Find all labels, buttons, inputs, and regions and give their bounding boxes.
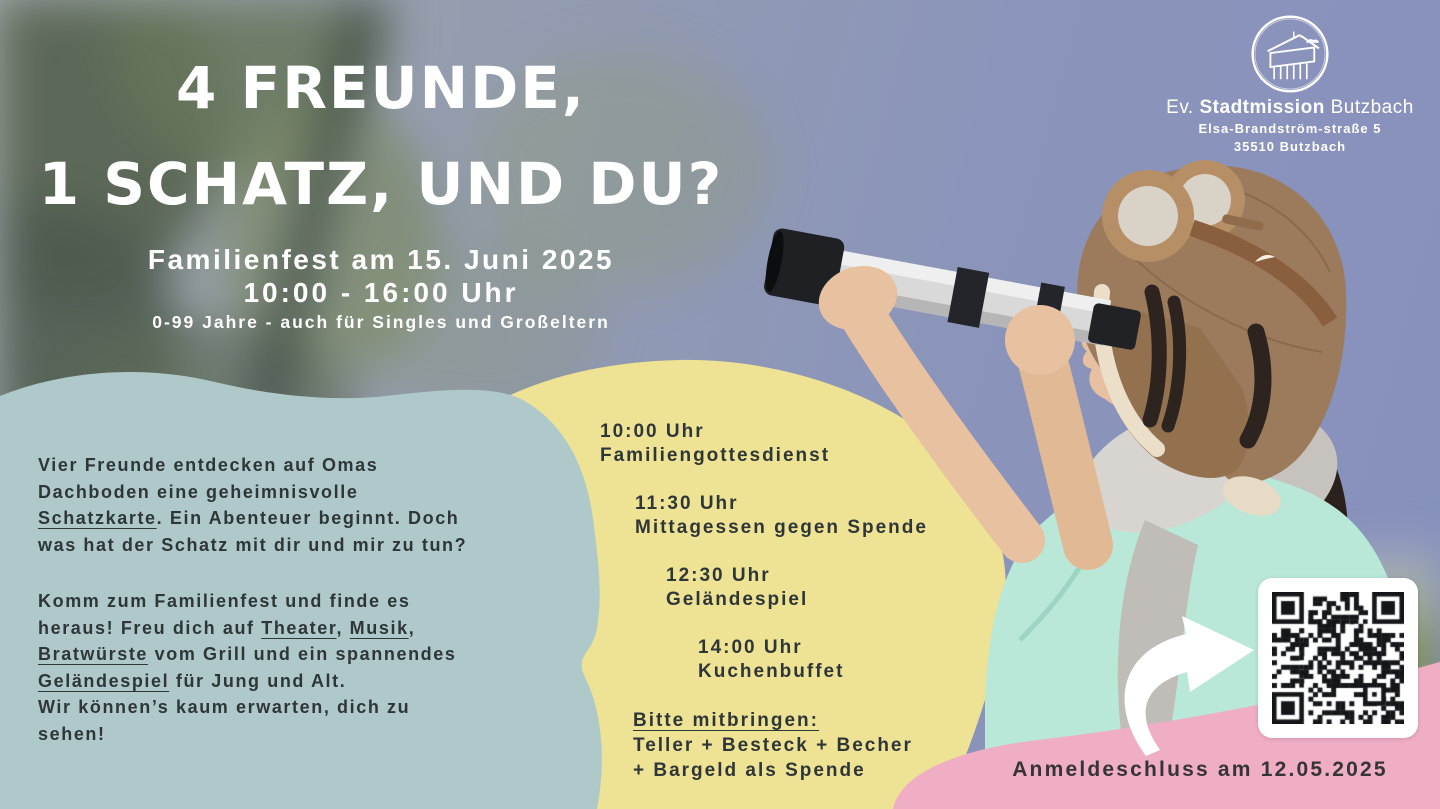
org-name-rest: Butzbach — [1324, 97, 1414, 118]
org-name — [1140, 96, 1440, 120]
schedule-item — [635, 492, 928, 540]
org-name-prefix: Ev. — [1166, 97, 1200, 118]
schedule — [600, 420, 928, 708]
schedule-time: 10:00 Uhr — [600, 421, 705, 442]
schedule-time: 14:00 Uhr — [698, 637, 803, 658]
intro-paragraph-2: Komm zum Familienfest und finde es heraus! Freu dich auf Theater, Musik, Bratwürste vom Grill und ein spannendes Geländespiel für Jung und Alt. Wir können’s kaum erwarten, dich zu sehen! — [38, 591, 457, 744]
schedule-time: 12:30 Uhr — [666, 565, 771, 586]
flyer-subtitle — [0, 243, 762, 334]
org-address-street: Elsa-Brandström-straße 5 — [1198, 121, 1382, 136]
registration-deadline: Anmeldeschluss am 12.05.2025 — [1012, 758, 1388, 781]
bring-along-block — [633, 708, 913, 783]
org-address-city: 35510 Butzbach — [1233, 139, 1347, 154]
intro-paragraph-1: Vier Freunde entdecken auf Omas Dachboden eine geheimnisvolle Schatzkarte. Ein Abenteuer beginnt. Doch was hat der Schatz mit dir und mir zu tun? — [38, 455, 468, 555]
event-date: Familienfest am 15. Juni 2025 — [147, 244, 615, 275]
event-time: 10:00 - 16:00 Uhr — [243, 277, 519, 308]
flyer-title — [0, 40, 762, 232]
org-name-bold: Stadtmission — [1199, 97, 1325, 118]
qr-code — [1272, 592, 1404, 724]
event-audience: 0-99 Jahre - auch für Singles und Großeltern — [152, 312, 610, 332]
organisation-block — [1140, 12, 1440, 156]
title-line1: 4 FREUNDE, — [176, 54, 586, 122]
schedule-label: Familiengottesdienst — [600, 445, 831, 466]
schedule-label: Mittagessen gegen Spende — [635, 517, 928, 538]
schedule-item — [600, 420, 928, 468]
schedule-label: Geländespiel — [666, 589, 809, 610]
schedule-label: Kuchenbuffet — [698, 661, 845, 682]
qr-card — [1258, 578, 1418, 738]
schedule-time: 11:30 Uhr — [635, 493, 739, 514]
bring-items: Teller + Besteck + Becher + Bargeld als Spende — [633, 735, 913, 781]
bring-heading: Bitte mitbringen: — [633, 710, 819, 731]
schedule-item — [698, 636, 928, 684]
schedule-item — [666, 564, 928, 612]
title-line2: 1 SCHATZ, UND DU? — [38, 150, 724, 218]
intro-text — [38, 452, 566, 747]
stadtmission-house-logo-icon — [1248, 12, 1332, 96]
curved-arrow-icon — [1080, 600, 1280, 780]
